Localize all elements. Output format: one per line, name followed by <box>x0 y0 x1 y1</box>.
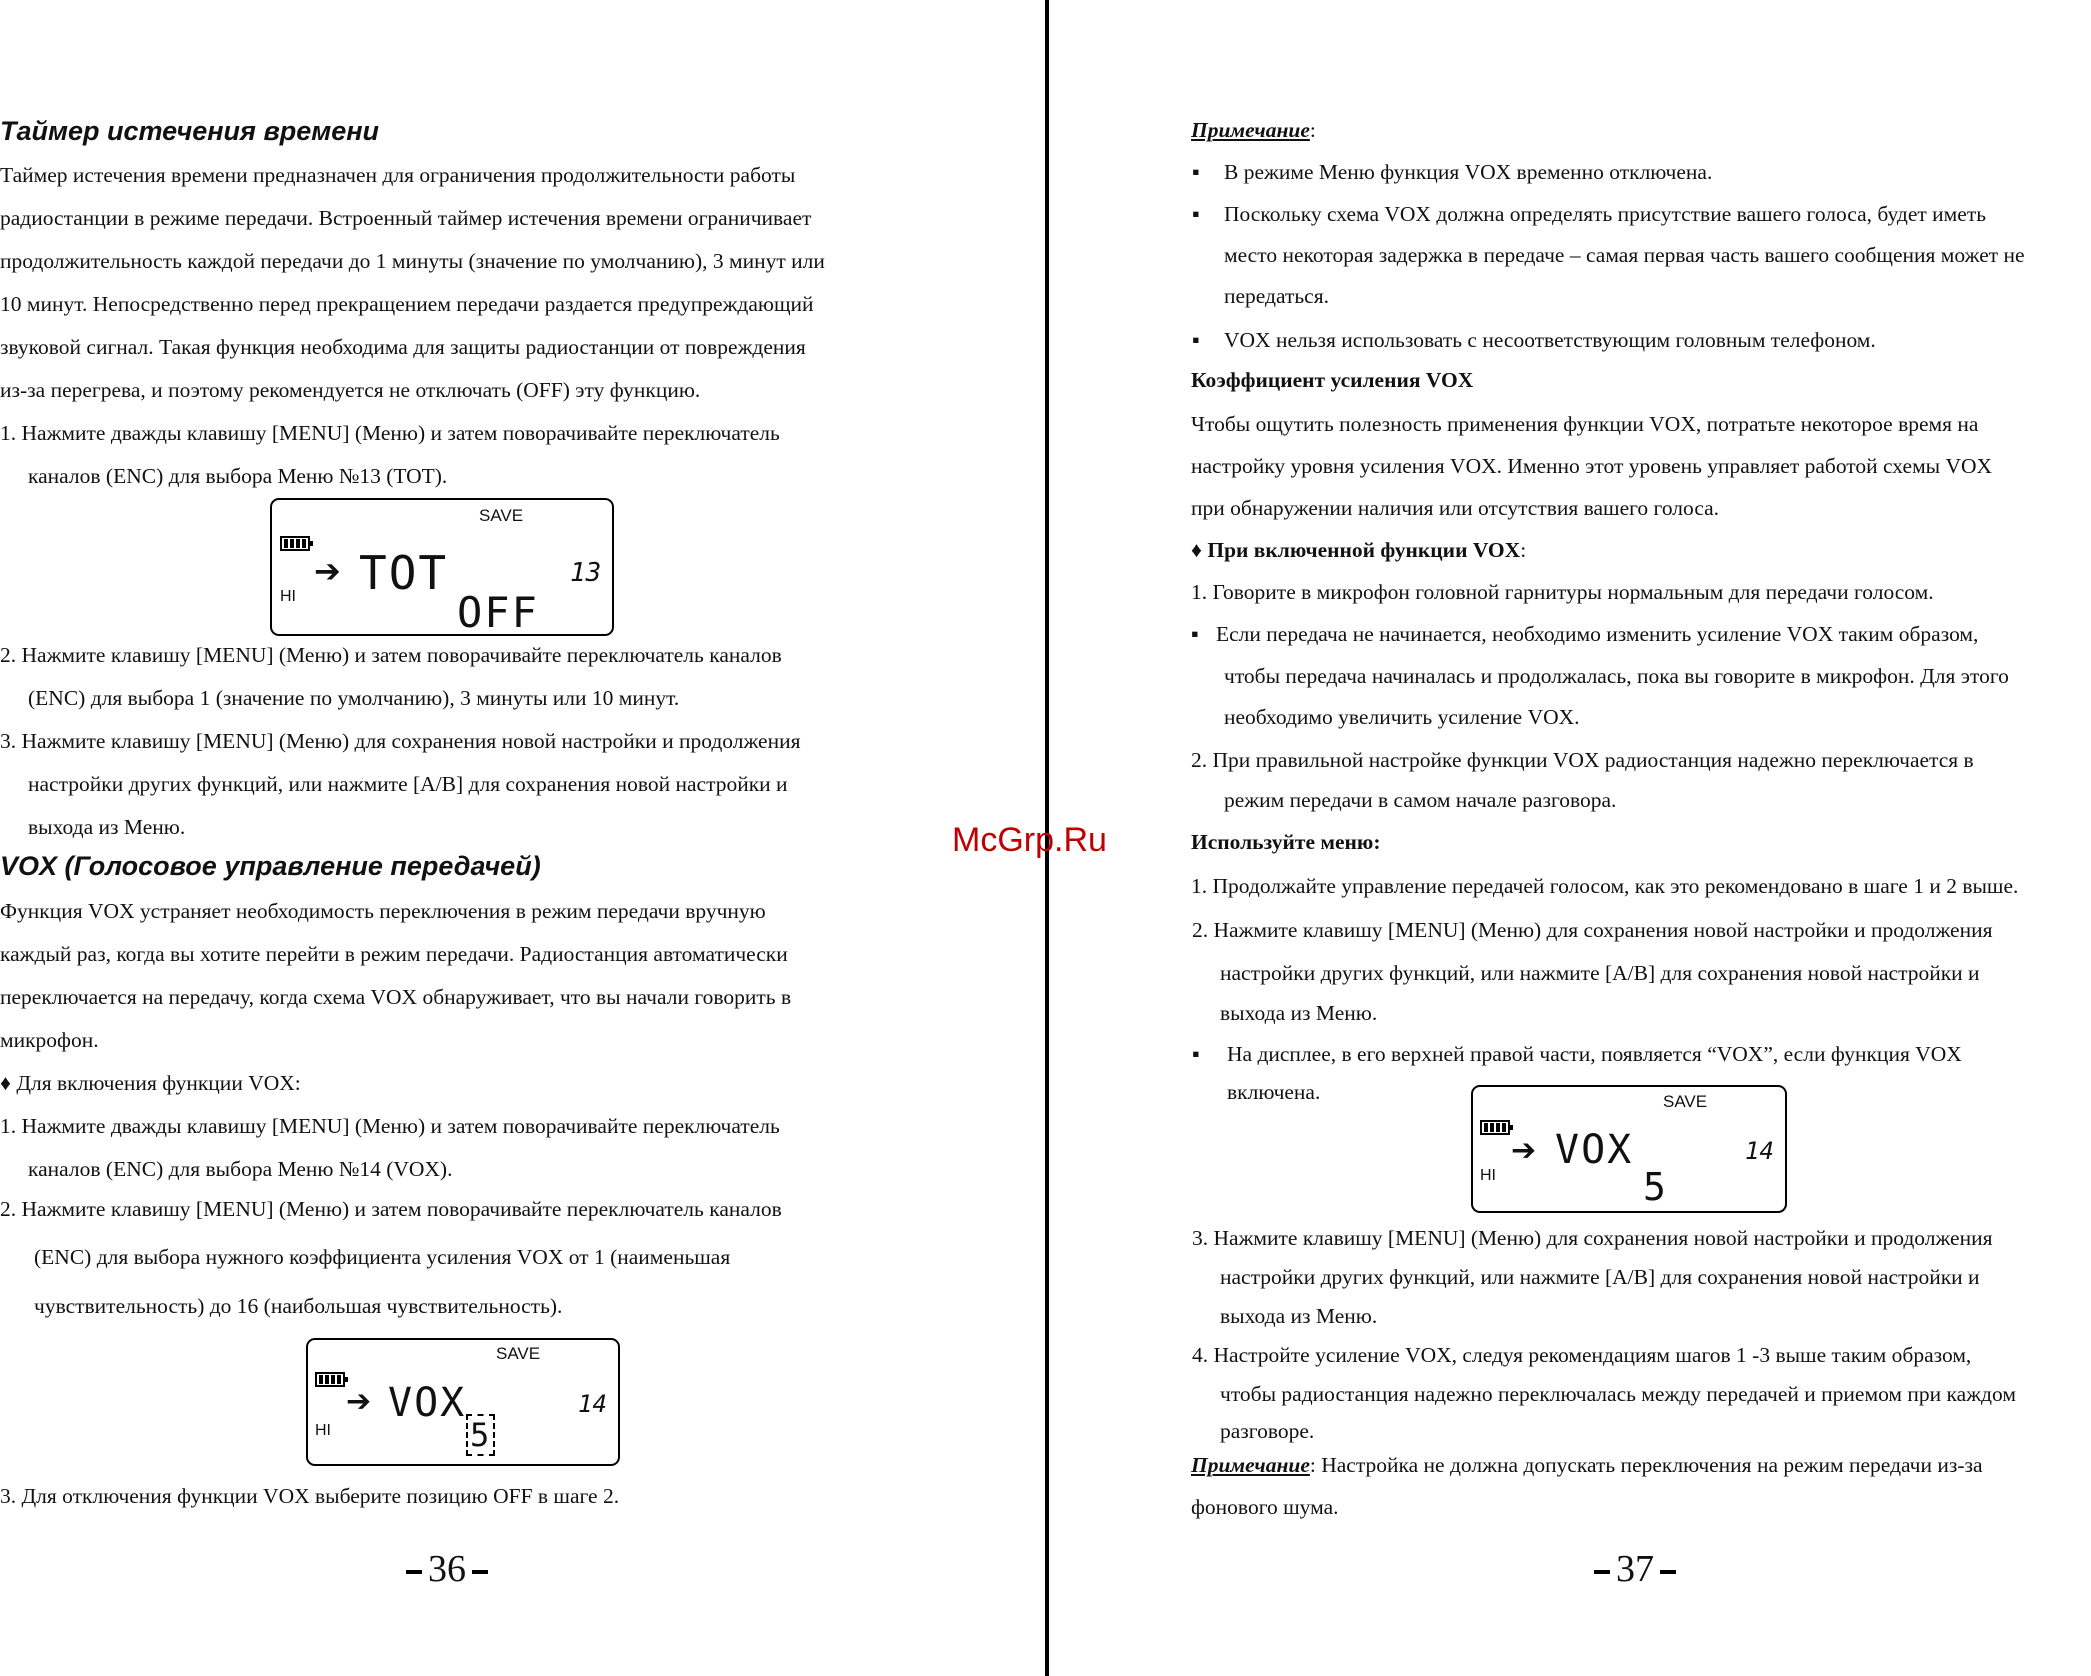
lcd-power-label: HI <box>1480 1167 1496 1184</box>
lcd-menu-value: 5 <box>1643 1165 1668 1209</box>
bullet-icon: ▪ <box>1191 622 1199 646</box>
lcd-power-label: HI <box>315 1422 331 1439</box>
arrow-right-icon: ➔ <box>346 1384 372 1419</box>
diamond-bullet-icon: ♦ <box>1191 538 1208 562</box>
arrow-right-icon: ➔ <box>1511 1133 1537 1168</box>
page-number-right: 37 <box>1588 1547 1682 1591</box>
vox-step-1: 1. Нажмите дважды клавишу [MENU] (Меню) и затем поворачивайте переключатель <box>0 1114 780 1138</box>
menu-step-1: 1. Продолжайте управление передачей голосом, как это рекомендовано в шаге 1 и 2 выше. <box>1191 874 2019 898</box>
lcd-menu-number: 13 <box>570 558 602 588</box>
tot-step-1: 1. Нажмите дважды клавишу [MENU] (Меню) и затем поворачивайте переключатель <box>0 421 780 445</box>
battery-icon <box>315 1372 345 1387</box>
use-menu-heading: Используйте меню: <box>1191 830 1381 854</box>
tot-step-3: 3. Нажмите клавишу [MENU] (Меню) для сохранения новой настройки и продолжения <box>0 729 801 753</box>
tot-step-1-cont: каналов (ENC) для выбора Меню №13 (TOT). <box>28 464 448 488</box>
watermark: McGrp.Ru <box>952 821 1107 859</box>
bullet-icon: ▪ <box>1192 202 1200 226</box>
menu-bullet: На дисплее, в его верхней правой части, появляется “VOX”, если функция VOX <box>1227 1042 1962 1066</box>
battery-icon <box>280 536 310 551</box>
menu-step-4: 4. Настройте усиление VOX, следуя рекомендациям шагов 1 -3 выше таким образом, <box>1192 1343 1972 1367</box>
tot-step-2: 2. Нажмите клавишу [MENU] (Меню) и затем поворачивайте переключатель каналов <box>0 643 782 667</box>
vox-enable-label: ♦ Для включения функции VOX: <box>0 1071 301 1095</box>
tot-step-2-cont: (ENC) для выбора 1 (значение по умолчанию), 3 минуты или 10 минут. <box>28 686 680 710</box>
tot-step-3-cont: настройки других функций, или нажмите [A/B] для сохранения новой настройки и <box>28 772 788 796</box>
lcd-save-label: SAVE <box>496 1344 541 1363</box>
lcd-display-vox-on <box>1471 1085 1787 1213</box>
note-2: Примечание: Настройка не должна допускать переключения на режим передачи из-за <box>1191 1453 1983 1477</box>
vox-gain-heading: Коэффициент усиления VOX <box>1191 368 1474 392</box>
menu-step-2: 2. Нажмите клавишу [MENU] (Меню) для сохранения новой настройки и продолжения <box>1192 918 1993 942</box>
vox-step-3: 3. Для отключения функции VOX выберите позицию OFF в шаге 2. <box>0 1484 620 1508</box>
lcd-menu-name: TOT <box>359 546 449 600</box>
note-label: Примечание: <box>1191 118 1316 142</box>
lcd-menu-number: 14 <box>1745 1137 1774 1165</box>
lcd-display-tot <box>270 498 614 636</box>
bullet-icon: ▪ <box>1192 160 1200 184</box>
lcd-save-label: SAVE <box>1663 1092 1708 1111</box>
gain-step-1: 1. Говорите в микрофон головной гарнитуры нормальным для передачи голосом. <box>1191 580 1934 604</box>
battery-icon <box>1480 1120 1510 1135</box>
vox-step-2: 2. Нажмите клавишу [MENU] (Меню) и затем поворачивайте переключатель каналов <box>0 1197 782 1221</box>
lcd-menu-value: OFF <box>457 588 539 637</box>
lcd-power-label: HI <box>280 588 296 605</box>
gain-step-2: 2. При правильной настройке функции VOX радиостанция надежно переключается в <box>1191 748 1974 772</box>
lcd-display-vox <box>306 1338 620 1466</box>
bullet-icon: ▪ <box>1192 1042 1200 1066</box>
lcd-menu-name: VOX <box>388 1380 467 1426</box>
lcd-menu-number: 14 <box>578 1390 607 1418</box>
bullet-icon: ▪ <box>1192 328 1200 352</box>
lcd-menu-value: 5 <box>466 1414 495 1456</box>
vox-on-label: ♦ При включенной функции VOX: <box>1191 538 1527 562</box>
vox-step-2-cont: (ENC) для выбора нужного коэффициента усиления VOX от 1 (наименьшая <box>34 1245 731 1269</box>
page-number-left: 36 <box>400 1547 494 1591</box>
gain-bullet: Если передача не начинается, необходимо изменить усиление VOX таким образом, <box>1216 622 1979 646</box>
vox-step-1-cont: каналов (ENC) для выбора Меню №14 (VOX). <box>28 1157 453 1181</box>
note-2-cont: фонового шума. <box>1191 1495 1339 1519</box>
vox-heading: VOX (Голосовое управление передачей) <box>0 851 541 881</box>
arrow-right-icon: ➔ <box>314 552 341 590</box>
vox-step-2-cont2: чувствительность) до 16 (наибольшая чувствительность). <box>34 1294 563 1318</box>
tot-heading: Таймер истечения времени <box>0 116 380 146</box>
tot-step-3-cont2: выхода из Меню. <box>28 815 186 839</box>
lcd-save-label: SAVE <box>479 506 524 525</box>
menu-step-3: 3. Нажмите клавишу [MENU] (Меню) для сохранения новой настройки и продолжения <box>1192 1226 1993 1250</box>
lcd-menu-name: VOX <box>1555 1127 1634 1173</box>
